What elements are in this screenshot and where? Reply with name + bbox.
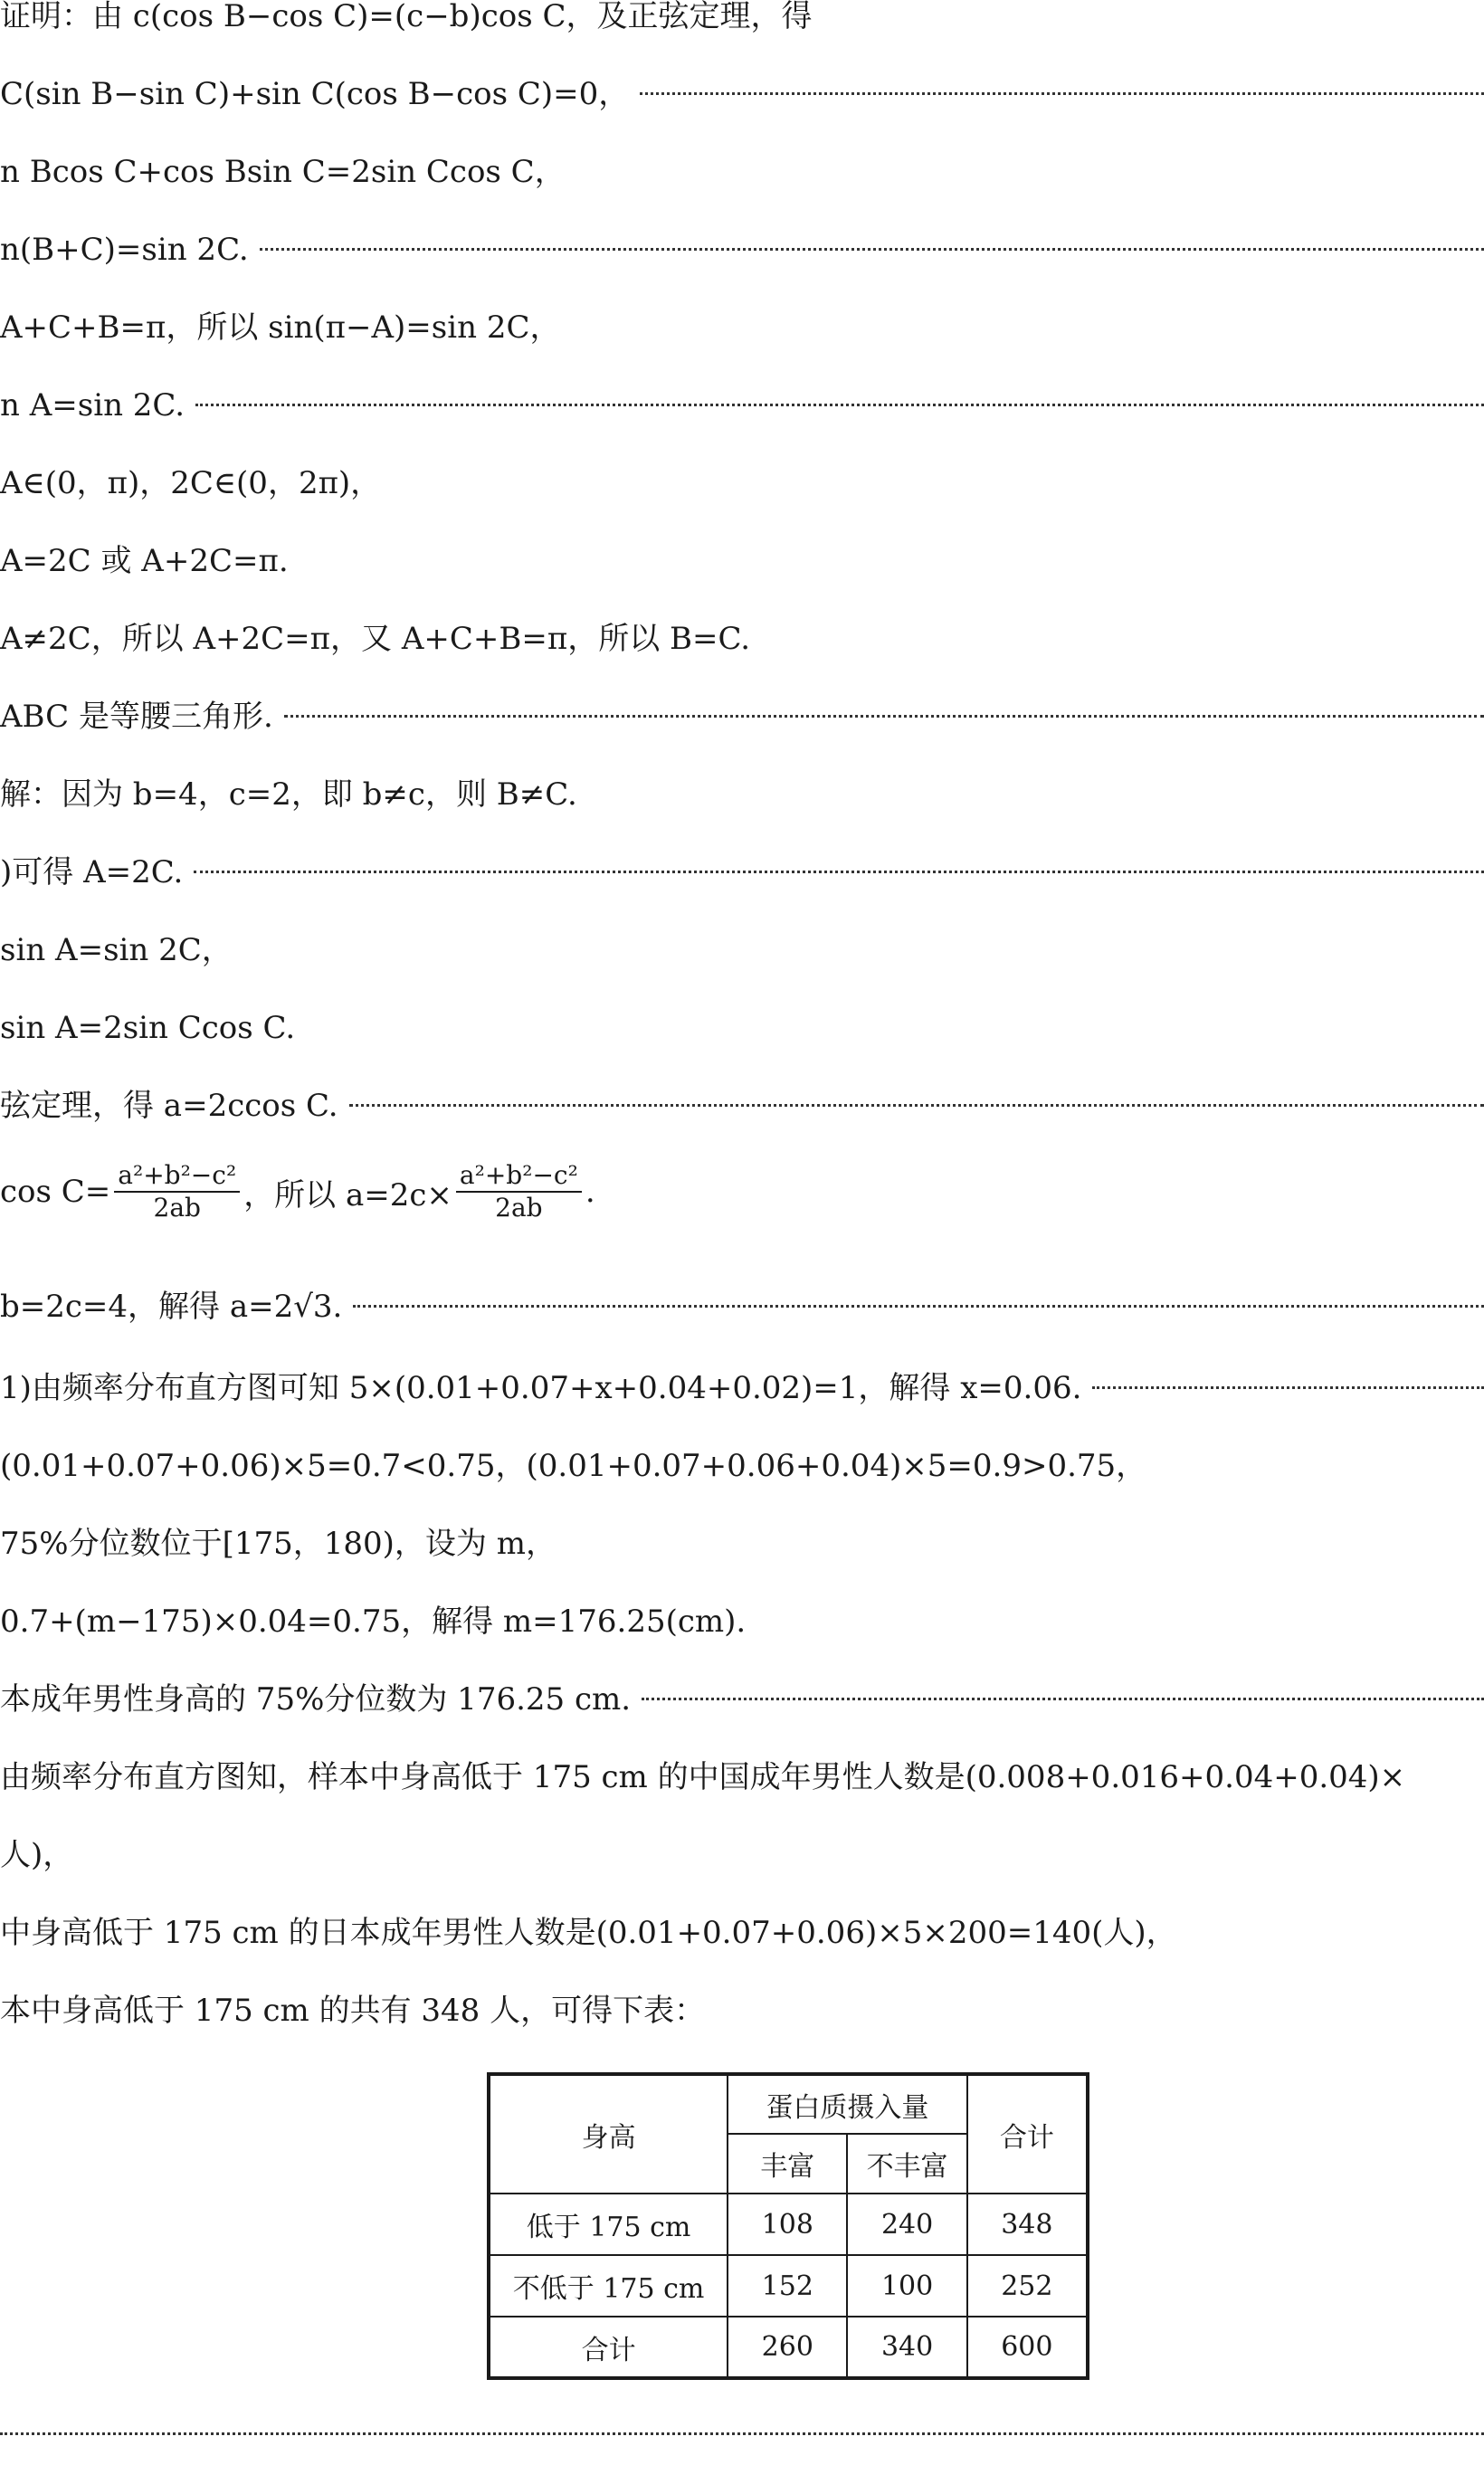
table-row: [489, 2317, 1088, 2378]
proof-line: [0, 0, 1484, 38]
cell-not-rich: 240: [847, 2194, 966, 2255]
proof-line: [0, 1600, 1484, 1643]
line-text: 1)由频率分布直方图可知 5×(0.01+0.07+x+0.04+0.02)=1，解得 x=0.06.: [0, 1370, 1082, 1406]
proof-line: [0, 539, 1484, 583]
line-text: n Bcos C+cos Bsin C=2sin Ccos C，: [0, 154, 566, 190]
cell-rich: 108: [728, 2194, 847, 2255]
line-text: A∈(0，π)，2C∈(0，2π)，: [0, 465, 382, 501]
line-text: A=2C 或 A+2C=π.: [0, 543, 289, 579]
cell-not-rich: 100: [847, 2255, 966, 2317]
cell-total: 252: [967, 2255, 1088, 2317]
row-label: 不低于 175 cm: [489, 2255, 728, 2317]
line-text: )可得 A=2C.: [0, 854, 184, 890]
proof-line: [0, 1911, 1484, 1955]
proof-line: [0, 1444, 1484, 1488]
table-row: [489, 2194, 1088, 2255]
leader-dots: [349, 1104, 1484, 1107]
leader-dots: [640, 92, 1484, 95]
line-text: b=2c=4，解得 a=2√3.: [0, 1289, 343, 1325]
header-protein: 蛋白质摄入量: [728, 2074, 967, 2134]
line-text: 中身高低于 175 cm 的日本成年男性人数是(0.01+0.07+0.06)×5×200=140(人)，: [0, 1915, 1177, 1951]
leader-dots: [1092, 1386, 1484, 1389]
line-text: n A=sin 2C.: [0, 387, 186, 424]
proof-line: [0, 1678, 1484, 1721]
line-text: n(B+C)=sin 2C.: [0, 232, 249, 268]
cell-total: 600: [967, 2317, 1088, 2378]
proof-line: [0, 851, 1484, 894]
cell-total: 348: [967, 2194, 1088, 2255]
formula-middle: ，所以 a=2c×: [243, 1176, 452, 1213]
proof-line: [0, 928, 1484, 972]
header-height: 身高: [489, 2074, 728, 2194]
subheader-not-rich: 不丰富: [847, 2134, 966, 2194]
line-text: 本成年男性身高的 75%分位数为 176.25 cm.: [0, 1681, 632, 1718]
proof-line: [0, 72, 1484, 116]
contingency-table: [487, 2072, 1089, 2380]
proof-line: [0, 1989, 1484, 2032]
proof-line: [0, 773, 1484, 816]
line-text: 本中身高低于 175 cm 的共有 348 人，可得下表：: [0, 1993, 706, 2029]
fraction-denominator: 2ab: [495, 1193, 543, 1223]
leader-dots: [0, 2432, 1484, 2435]
cell-rich: 152: [728, 2255, 847, 2317]
proof-line: [0, 1522, 1484, 1566]
proof-line: [0, 1833, 1484, 1877]
formula-suffix: .: [585, 1174, 595, 1210]
line-text: 解：因为 b=4，c=2，即 b≠c，则 B≠C.: [0, 776, 577, 813]
line-text: C(sin B−sin C)+sin C(cos B−cos C)=0，: [0, 76, 630, 112]
line-text: sin A=2sin Ccos C.: [0, 1010, 296, 1046]
formula-prefix: cos C=: [0, 1174, 111, 1210]
line-text: A≠2C，所以 A+2C=π，又 A+C+B=π，所以 B=C.: [0, 621, 751, 657]
line-text: ABC 是等腰三角形.: [0, 699, 273, 735]
header-total: 合计: [967, 2074, 1088, 2194]
line-text: A+C+B=π，所以 sin(π−A)=sin 2C，: [0, 309, 561, 346]
proof-line: [0, 1366, 1484, 1410]
proof-line: [0, 695, 1484, 738]
leader-dots: [194, 871, 1484, 873]
leader-dots: [642, 1698, 1484, 1700]
line-text: 弦定理，得 a=2ccos C.: [0, 1088, 338, 1124]
cell-rich: 260: [728, 2317, 847, 2378]
line-text: 0.7+(m−175)×0.04=0.75，解得 m=176.25(cm).: [0, 1604, 747, 1640]
leader-dots: [260, 248, 1484, 251]
proof-line: [0, 1084, 1484, 1128]
fraction: [114, 1160, 240, 1223]
fraction: [456, 1160, 582, 1223]
proof-line: [0, 306, 1484, 349]
proof-line: [0, 228, 1484, 271]
proof-line: [0, 1285, 1484, 1328]
line-text: 人)，: [0, 1837, 74, 1873]
proof-line: [0, 617, 1484, 661]
line-text: 75%分位数位于[175，180)，设为 m，: [0, 1526, 556, 1562]
proof-line: [0, 1006, 1484, 1050]
line-text: sin A=sin 2C，: [0, 932, 233, 968]
line-text: (0.01+0.07+0.06)×5=0.7<0.75，(0.01+0.07+0.06+0.04)×5=0.9>0.75，: [0, 1448, 1147, 1484]
row-label: 低于 175 cm: [489, 2194, 728, 2255]
proof-line: [0, 1756, 1484, 1799]
row-label: 合计: [489, 2317, 728, 2378]
proof-line: [0, 462, 1484, 505]
fraction-numerator: a²+b²−c²: [114, 1160, 240, 1193]
line-text: 证明：由 c(cos B−cos C)=(c−b)cos C，及正弦定理，得: [0, 0, 813, 34]
formula-line: [0, 1160, 595, 1223]
fraction-denominator: 2ab: [153, 1193, 201, 1223]
leader-dots: [195, 404, 1484, 406]
proof-line: [0, 384, 1484, 427]
line-text: 由频率分布直方图知，样本中身高低于 175 cm 的中国成年男性人数是(0.008+0.016+0.04+0.04)×: [0, 1759, 1406, 1795]
cell-not-rich: 340: [847, 2317, 966, 2378]
table-row: [489, 2255, 1088, 2317]
subheader-rich: 丰富: [728, 2134, 847, 2194]
proof-line: [0, 150, 1484, 194]
leader-dots: [353, 1305, 1484, 1308]
leader-dots: [284, 715, 1484, 718]
fraction-numerator: a²+b²−c²: [456, 1160, 582, 1193]
